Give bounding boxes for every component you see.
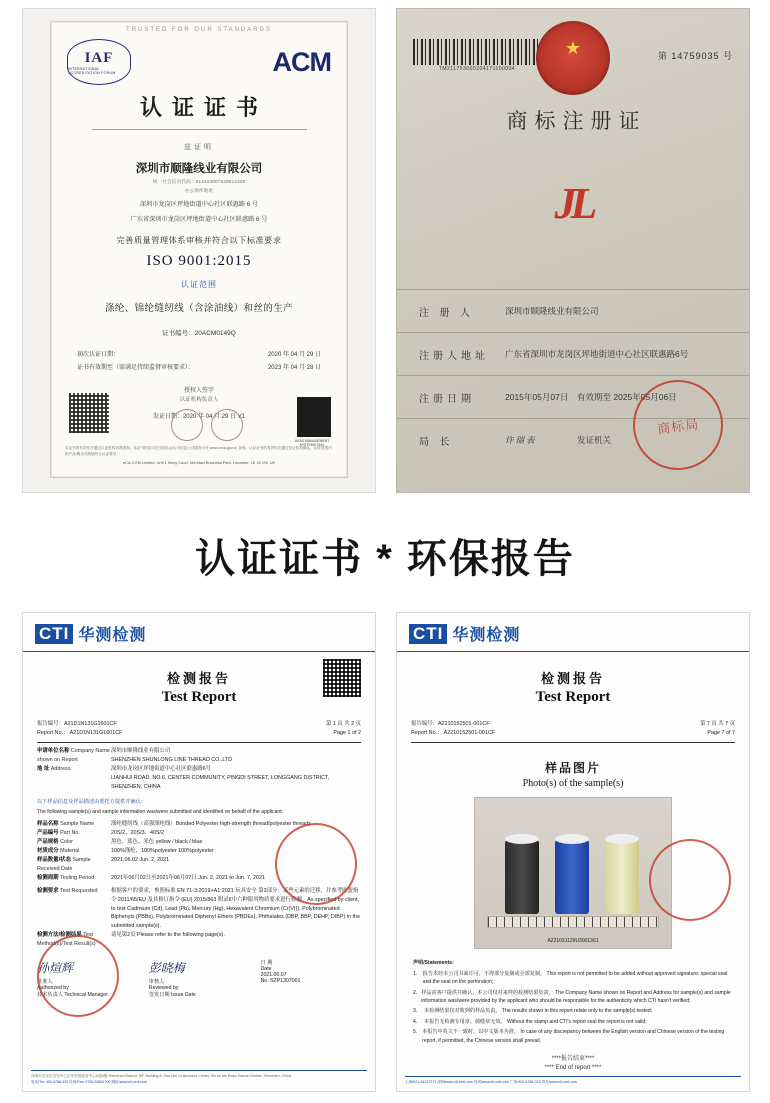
signature-report-code: No. SZP1307001 [260, 978, 301, 985]
iso-certificate-card[interactable] [22, 8, 376, 493]
thread-spool-blue [555, 840, 589, 914]
signature-date-label-cn: 日 期 [260, 960, 273, 967]
statement-item [413, 970, 733, 987]
report-title-cn: 检测报告 [166, 671, 231, 686]
iso-dates-block [77, 347, 321, 373]
statement-text-en: The results shown in this report relate only to the sample(s) tested; [501, 1008, 653, 1015]
iso-certificate-inner [50, 21, 348, 478]
sample-row-label [37, 874, 111, 883]
signature-reviewer [149, 959, 249, 998]
cti-header [23, 613, 375, 652]
report-number-block [411, 720, 495, 738]
sample-row-label [37, 838, 111, 847]
sample-row-value: 20S/2、20S/3、40S/2 [111, 830, 165, 837]
report-number-cn: 报告编号：A21D1N131G1601CF [37, 721, 117, 727]
company-name-value-en: SHENZHEN SHUNLONG LINE THREAD CO.,LTD [111, 757, 233, 764]
star-icon: ★ [564, 38, 582, 58]
statement-text [422, 1028, 733, 1045]
acm-logo-icon: ACM [272, 46, 331, 77]
statement-text [424, 1018, 647, 1026]
trademark-number-suffix: 号 [722, 51, 733, 61]
declaration-en: The following sample(s) and sample information was/were submitted and identified on behalf of the applicant: [37, 809, 284, 816]
test-requested-label-cn: 检测要求 [37, 887, 59, 894]
signature-reviewer-label-cn: 审核人 [148, 979, 165, 986]
statements-header: 声明/Statements: [413, 960, 454, 967]
report-page-cn: 第 7 页 共 7 页 [699, 721, 735, 727]
sample-row-label-cn: 样品名称 [37, 821, 59, 828]
sample-row-label [37, 829, 111, 838]
trademark-number [658, 49, 733, 62]
trademark-row [397, 332, 749, 375]
signature-approver-label-en: Authorized by [37, 985, 69, 992]
statement-text-cn: 本报告中英文不一致时，以中文版本为准。 [422, 1029, 519, 1036]
iso-title-divider [92, 129, 307, 130]
report-divider [411, 742, 735, 743]
national-emblem-icon [536, 21, 610, 95]
report-end-en: **** End of report **** [544, 1065, 602, 1072]
sample-row-value: 黑色、蓝色、米色 yellow / black / blue [111, 839, 203, 846]
accreditation-mark-2 [211, 409, 243, 441]
trademark-certificate-card[interactable] [396, 8, 750, 493]
test-requested-value: 根据客户的要求，参照标准 EN 71-3:2019+A1:2021 玩具安全 第3部分：某些元素的迁移，并参考欧盟指令 2011/65/EU 及其修订指令 (EU) 2015/863 附录II中六种限用物质要求进行检测。As specified by client, to test Cadmium (Cd), Lead (Pb), Mercury (Hg), Hexavalent Chromium (Cr(VI)), Polybrominated Biphenyls (PBBs), Polybrominated Diphenyl Ethers (PBDEs), Phthalates (DBP, BBP, DEHP, DIBP) in the submitted sample(s). [111, 887, 360, 930]
company-name-label-cn: 申请单位名称 [37, 748, 70, 755]
sample-row-label-en: Material [60, 848, 80, 855]
statement-text-en: This report is not permitted to be added without approved signature, special seal and the seal on the perforation; [422, 970, 728, 986]
statement-item [413, 989, 733, 1006]
iso-standard: ISO 9001:2015 [146, 252, 252, 269]
report-page-en: Page 7 of 7 [707, 730, 735, 737]
address-value [111, 765, 361, 792]
statement-text-cn: 本检测结果仅对收到的样品负责。 [424, 1008, 501, 1015]
sample-photo-code: A221031129U3001361 [547, 938, 599, 945]
trademark-header [397, 9, 749, 83]
address-label [37, 765, 111, 792]
report-end-cn: ****报告结束**** [551, 1055, 595, 1062]
iso-signature-name: 授权人签字 [183, 387, 214, 394]
iso-scope-value: 涤纶、锦纶缝纫线（含涂油线）和丝的生产 [104, 302, 294, 314]
sample-row-label-cn: 检测周期 [37, 874, 59, 881]
report-end-mark [397, 1055, 749, 1074]
iaf-logo-icon [67, 39, 131, 85]
report-page-cn: 第 1 页 共 2 页 [325, 721, 361, 727]
sample-row-label [37, 820, 111, 829]
report-number-en: Report No.： A2210152501-001CF [411, 730, 496, 737]
report-page-en: Page 1 of 2 [333, 730, 361, 737]
accreditation-marks [171, 409, 243, 441]
sample-photo-title-cn: 样品图片 [544, 761, 601, 776]
accreditation-mark-1 [171, 409, 203, 441]
sample-row-label-en: Sample Received Date [37, 856, 91, 872]
trademark-director-signature: 许瑞表 [505, 435, 537, 445]
report-page-block [326, 720, 361, 738]
iso-company-name: 深圳市顺隆线业有限公司 [135, 163, 263, 175]
company-name-label [37, 747, 111, 765]
report-page-block [700, 720, 735, 738]
statement-number: 4. [413, 1018, 418, 1025]
trademark-row [397, 289, 749, 332]
statement-item [413, 1028, 733, 1045]
report-footer-address: 深圳市宝安区宝安中心区华美居商务中心A座5楼 Shenzhen Branch: 5/F, Building A, Hua Mei Ju Business Center, Xin'an 6th Road, Bao'an District, Shenzhen, China [31, 1074, 292, 1079]
iso-footer-small: 本证书的有效性可通过认证机构官网查询。本证书信息可在全国认证认可信息公共服务平台 www.cnca.gov.cn 查询。认证证书的有效性应通过发证机构确认，认证范围内的产品/服务须持续符合认证要求。 [65, 446, 332, 456]
declaration-cn: 以下样品信息及样品描述由委托方提供并确认： [37, 798, 146, 805]
report-title-cn: 检测报告 [540, 671, 605, 686]
report-company-fields [37, 747, 361, 792]
iso-top-line: TRUSTED FOR OUR STANDARDS [126, 27, 272, 33]
signature-date-label-en: Date [260, 966, 272, 973]
signature-approver-sub: 技术负责人 Technical Manager [37, 992, 108, 999]
statements-block [413, 959, 733, 1045]
address-label-cn: 地 址 [37, 766, 50, 773]
thread-spool-yellow [605, 840, 639, 914]
iso-issue-value: 2020 年 04 月 29 日 [267, 351, 321, 358]
iso-signature-title: 认证机构负责人 [179, 396, 219, 403]
sample-row-label-cn: 产品规格 [37, 839, 59, 846]
sample-row-value: 涤纶缝纫线（高强涤纶线）Bonded Polyester high-strength thread/polyester threads [111, 821, 311, 828]
test-report-page-1[interactable] [22, 612, 376, 1092]
iso-footer-address: eCA-COM Limited, Unit 1 Moxy Court, Meridian Business Park, Leicester, LE 19 1W, UK [122, 460, 276, 465]
test-method-label-cn: 检测方法/检测结果 [37, 932, 82, 939]
qr-code-icon [69, 393, 109, 433]
signature-reviewer-script: 彭晓梅 [148, 961, 185, 976]
trademark-row-value: 2015年05月07日 [505, 392, 569, 402]
section-heading: 认证证书 * 环保报告 [195, 537, 575, 581]
barcode-icon [413, 39, 541, 65]
signature-approver-script: 孙煊辉 [37, 961, 74, 976]
iso-attest-label: 兹证明 [184, 144, 214, 151]
test-method-label-en: Test Method(s)/Test Result(s) [37, 932, 96, 948]
report-title-en: Test Report [535, 689, 611, 705]
thread-spool-black [505, 840, 539, 914]
sample-row-value: 2021.06.02 Jun. 2, 2021 [111, 856, 170, 863]
iaf-label: IAF [84, 49, 114, 66]
statement-text-cn: 报告未经本公司书面许可，不得部分复制或全部复制。 [422, 970, 546, 977]
address-value-en: LIANHUI ROAD, NO.6, CENTER COMMUNITY, PINGDI STREET, LONGGANG DISTRICT, SHENZHEN, CHINA [111, 775, 330, 790]
trademark-number-value: 14759035 [671, 51, 720, 61]
signature-reviewer-label-en: Reviewed by [148, 985, 179, 992]
address-row [37, 765, 361, 792]
report-footer [31, 1070, 367, 1085]
iso-cert-number-label: 证书编号： [162, 329, 195, 337]
iso-cert-number-value: 20ACM0149Q [194, 329, 236, 337]
company-name-row [37, 747, 361, 765]
sample-photo [474, 797, 672, 949]
trademark-row-label: 注 册 人 [419, 307, 474, 319]
iso-company-code: 统一社会信用代码：914403007629812300 [152, 179, 246, 184]
test-requested-label [37, 887, 111, 932]
iaf-sub-label: INTERNATIONAL ACCREDITATION FORUM [68, 66, 116, 75]
sample-row-label-en: Part No. [60, 830, 80, 837]
iso-logo-row [51, 33, 347, 85]
ukas-caption: UKAS MANAGEMENT SYSTEMS 0161 [294, 439, 330, 447]
sample-row-label-cn: 产品编号 [37, 830, 59, 837]
report-number-en: Report No.： A21D1N131G1601CF [37, 730, 123, 737]
report-divider [37, 742, 361, 743]
signature-date [261, 959, 361, 998]
statement-text [421, 989, 733, 1006]
sample-row-label-cn: 样品数量/状态 [37, 856, 71, 863]
cti-logo-icon: CTI [409, 624, 447, 644]
statement-item [413, 1007, 733, 1015]
iso-issue-row [77, 347, 321, 360]
iso-valid-row [77, 360, 321, 373]
trademark-row-value: 深圳市顺隆线业有限公司 [505, 306, 599, 316]
iso-address-line1: 深圳市龙岗区坪地街道中心社区联惠路 6 号 [139, 201, 259, 208]
sample-row-label-en: Testing Period [60, 874, 95, 881]
trademark-row-value: 广东省深圳市龙岗区坪地街道中心社区联惠路6号 [505, 349, 689, 359]
sample-row-label [37, 847, 111, 856]
trademark-title: 商标注册证 [506, 109, 647, 133]
trademark-issuing-authority-label: 发证机关 [577, 435, 612, 445]
report-footer [405, 1076, 741, 1085]
barcode-text: TM211753000204171100004 [438, 66, 516, 72]
report-number-block [37, 720, 122, 738]
test-requested-label-en: Test Requested [60, 887, 98, 894]
ruler-icon [487, 916, 659, 928]
brand-mark-logo: JL [554, 179, 592, 228]
statement-number: 3. [413, 1008, 418, 1015]
report-meta [37, 720, 361, 738]
iso-address-line2: 广东省深圳市龙岗区坪地街道中心社区联惠路 6 号 [130, 216, 268, 224]
company-name-value-cn: 深圳市顺隆线业有限公司 [111, 748, 171, 755]
statement-text-en: In case of any discrepancy between the English version and Chinese version of the testing report, if permitted, the Chinese version shall prevail. [422, 1029, 725, 1044]
statement-text [423, 970, 733, 987]
statement-text-cn: 本报告无检测专用章、骑缝章无效。 [424, 1018, 506, 1025]
iso-scope-label: 认证范围 [181, 279, 217, 289]
iso-statement: 完善质量管理体系审核并符合以下标准要求 [116, 235, 282, 245]
cti-brand-name: 华测检测 [78, 627, 147, 644]
trademark-row-label: 注册日期 [419, 393, 475, 405]
statement-text-en: Without the stamp and CTI's report seal the report is not valid; [506, 1018, 647, 1025]
address-label-en: Address [50, 766, 71, 773]
iso-address-label: 办公场所地址 [184, 188, 214, 193]
report-title-en: Test Report [161, 689, 237, 705]
iso-valid-value: 2023 年 04 月 28 日 [267, 364, 321, 371]
trademark-row-value-secondary: 有效期至 2025年05月06日 [577, 392, 677, 402]
sample-row-value: 100%涤纶、100%polyester 100%polyester [111, 848, 214, 855]
signature-reviewer-sub: 签发日期 Issue Date [148, 992, 196, 999]
report-qr-code-icon [323, 659, 361, 697]
statement-number: 1. [413, 970, 418, 977]
report-meta [411, 720, 735, 738]
statement-number: 5. [413, 1029, 418, 1036]
sample-row-label-en: Color [60, 839, 73, 846]
test-report-page-7[interactable] [396, 612, 750, 1092]
statement-number: 2. [413, 989, 418, 996]
seal-label: 商标局 [656, 415, 700, 437]
report-number-cn: 报告编号：A2210152501-001CF [411, 721, 490, 727]
trademark-row-label: 局 长 [419, 436, 454, 448]
cti-header [397, 613, 749, 652]
sample-row-value: 2021年06月02日至2021年06月07日 Jun. 2, 2021 to Jun. 7, 2021 [111, 874, 266, 881]
ukas-mark-icon [297, 397, 331, 437]
report-footer-contact: 上海/021-54337377 深圳/www.cti-cert.com 苏州/www.cti-cert.com 广州/400-6788-333 青岛/www.cti-cert.com [405, 1079, 577, 1084]
statement-text-cn: 样品由客户提供并确认，本公司仅对来样的检测结果负责。 [421, 989, 554, 996]
cti-brand-name: 华测检测 [452, 627, 521, 644]
signature-approver-label-cn: 批准人 [37, 979, 53, 986]
company-name-label-en: Company Name shown on Report [37, 748, 110, 764]
iso-issue-line: 发证日期：2020 年 04 月 29 日 V1 [152, 413, 246, 420]
report-footer-contact: 电话/Tel: 400-6788-333 传真/Fax: 0755-33681700 网址/www.cti-cert.com [31, 1079, 147, 1084]
statement-text [424, 1007, 652, 1015]
statement-item [413, 1018, 733, 1026]
cti-logo-icon: CTI [35, 624, 73, 644]
statement-text-en: The Company Name shown on Report and Address for sample(s) and sample information was/were provided by the applicant who should be responsible for the authenticity which CTI hasn't verified; [421, 989, 731, 1004]
signature-date-value: 2021.06.07 [260, 972, 287, 979]
iso-scope-text [51, 300, 347, 314]
address-value-cn: 深圳市龙岗区坪地街道中心社区联惠路6号 [111, 766, 212, 773]
iso-issue-label: 初次认证日期： [77, 351, 120, 358]
sample-row-label-en: Sample Name [60, 821, 95, 828]
test-method-value: 请见第2页 Please refer to the following page(s). [111, 932, 225, 939]
trademark-row-label: 注册人地址 [419, 350, 489, 362]
company-name-value [111, 747, 361, 765]
sample-row-label [37, 856, 111, 874]
sample-row-label-cn: 材质成分 [37, 848, 59, 855]
iso-cert-number [51, 328, 347, 337]
trademark-number-label: 第 [657, 51, 668, 61]
iso-title: 认证证书 [139, 95, 268, 120]
sample-photo-title-en: Photo(s) of the sample(s) [522, 778, 624, 790]
iso-valid-label: 证书有效期至（需满足持续监督审核要求）： [77, 364, 195, 371]
